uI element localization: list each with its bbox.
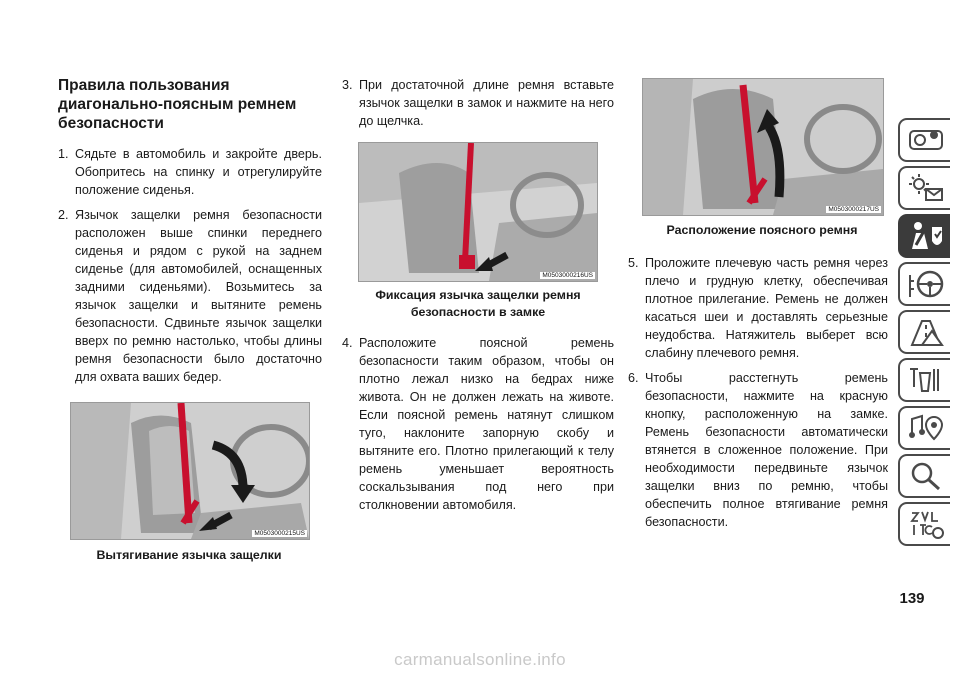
tab-warning-lights[interactable]	[898, 166, 950, 210]
steps-list-3	[342, 334, 614, 514]
road-warning-icon	[908, 317, 944, 347]
figure-insert-latch	[358, 142, 598, 282]
middle-column-lower	[342, 334, 614, 521]
buckle-illustration	[359, 143, 597, 281]
figure-caption: Расположение поясного ремня	[666, 223, 858, 237]
service-icon	[908, 365, 944, 395]
lap-belt-illustration	[643, 79, 883, 215]
tab-dashboard[interactable]	[898, 118, 950, 162]
section-title: Правила пользования диагонально-поясным ремнем безопасности	[58, 77, 297, 132]
steps-list-4	[628, 254, 888, 531]
seat-illustration	[71, 403, 309, 539]
tab-driving[interactable]	[898, 262, 950, 306]
tab-specifications[interactable]	[898, 454, 950, 498]
step-item: 4. Расположите поясной ремень безопасности таким образом, чтобы он плотно лежал низко на бедрах ниже живота. Он не должен лежать на животе. Если поясной ремень натянут слишком туго, наклоните запорную скобу и вытяните его. Плотно прилегающий к телу ремень уменьшает вероятность соскальзывания под него при столкновении автомобиля.	[342, 336, 614, 512]
steps-list-2	[342, 76, 614, 130]
right-column	[628, 254, 888, 538]
index-icon	[908, 509, 944, 539]
middle-column	[342, 76, 614, 137]
figure-pull-latch	[70, 402, 310, 540]
step-item: 1. Сядьте в автомобиль и закройте дверь. Обопритесь на спинку и отрегулируйте положение сиденья.	[58, 147, 322, 197]
seat-belt-icon	[908, 221, 944, 251]
figure-lap-belt	[642, 78, 884, 216]
figure-code: M0503000216US	[542, 272, 593, 279]
multimedia-icon	[908, 413, 944, 443]
left-column	[58, 76, 322, 393]
tab-index[interactable]	[898, 502, 950, 546]
figure-caption: Вытягивание язычка защелки	[96, 548, 282, 562]
watermark: carmanualsonline.info	[394, 650, 566, 669]
step-item: 2. Язычок защелки ремня безопасности расположен выше спинки переднего сиденья и рядом с рукой на заднем сиденье (для автомобилей, оснащенных задними сиденьями). Возьмитесь за язычок защелки и вытяните ремень безопасности. Сдвиньте язычок защелки вверх по ремню настолько, чтобы длины ремня безопасности было достаточно для охвата ваших бедер.	[58, 208, 322, 384]
tab-emergency[interactable]	[898, 310, 950, 354]
tab-service[interactable]	[898, 358, 950, 402]
dashboard-icon	[908, 125, 944, 155]
step-item: 5. Проложите плечевую часть ремня через плечо и грудную клетку, обеспечивая плотное прилегание. Ремень не должен касаться шеи и доставлять серьезные неудобства. Натяжитель выберет всю слабину плечевого ремня.	[628, 256, 888, 360]
steps-list-1	[58, 145, 322, 386]
figure-code: M0503000217US	[828, 206, 879, 213]
step-item: 3. При достаточной длине ремня вставьте язычок защелки в замок и нажмите на него до щелчка.	[342, 78, 614, 128]
steering-wheel-icon	[908, 269, 944, 299]
figure-caption: Фиксация язычка защелки ремня безопасности в замке	[375, 288, 581, 319]
page-number: 139	[899, 590, 925, 607]
search-icon	[908, 461, 944, 491]
figure-code: M0503000215US	[254, 530, 305, 537]
tab-multimedia[interactable]	[898, 406, 950, 450]
tab-safety[interactable]	[898, 214, 950, 258]
step-item: 6. Чтобы расстегнуть ремень безопасности, нажмите на красную кнопку, расположенную на замке. Ремень безопасности автоматически втянется в сложенное положение. При необходимости передвиньте язычок защелки вниз по ремню, чтобы обеспечить полное втягивание ремня безопасности.	[628, 371, 888, 529]
warning-lights-icon	[908, 173, 944, 203]
